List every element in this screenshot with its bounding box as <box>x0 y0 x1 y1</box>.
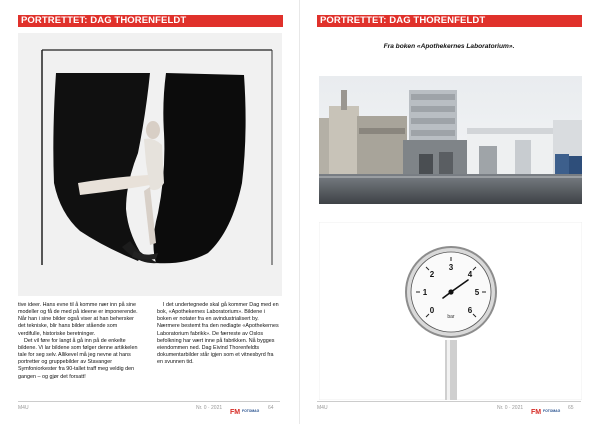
footer-magazine: M4U <box>317 405 328 411</box>
gauge-number: 6 <box>467 306 473 315</box>
gauge-number: 3 <box>448 263 454 272</box>
body-text-column-1 <box>18 302 140 381</box>
photo-caption: Fra boken «Apothekernes Laboratorium». <box>383 43 515 50</box>
section-banner: PORTRETTET: DAG THORENFELDT <box>18 15 283 27</box>
svg-text:FM: FM <box>531 409 542 416</box>
page-number: 65 <box>568 405 574 411</box>
pressure-gauge-photo <box>319 222 582 400</box>
svg-text:FM: FM <box>230 409 241 416</box>
gauge-number: 5 <box>474 288 480 297</box>
logo-text: FOTOMAG <box>242 409 260 413</box>
footer-magazine: M4U <box>18 405 29 411</box>
gauge-unit: bar <box>447 314 455 320</box>
portrait-photo-curtain <box>18 33 282 296</box>
gauge-number: 0 <box>429 306 435 315</box>
footer-issue: Nr. 0 · 2021 <box>196 405 223 411</box>
logo-text: FOTOMAG <box>543 409 561 413</box>
fotomag-logo <box>230 403 260 416</box>
page-number: 64 <box>268 405 274 411</box>
body-text-column-2 <box>157 302 279 366</box>
gauge-number: 1 <box>422 288 428 297</box>
factory-photo <box>319 76 582 204</box>
fotomag-logo <box>531 403 561 416</box>
footer-issue: Nr. 0 · 2021 <box>497 405 524 411</box>
paragraph: I det undertegnede skal gå kommer Dag med en bok, «Apothekernes Laboratorium». Bildene i boken er notater fra en avindustrialisert by. Nærmere bestemt fra den nedlagte «Apothekernes Laboratorium fabrikk». De færreste av Oslos befolkning har vært inne på fabrikken. Nå bygges eiendommen ned. Dag Eivind Thorenfeldts dokumentarbilder står igjen som et vitnesbyrd fra en svunnen tid. <box>157 302 279 366</box>
gauge-number: 2 <box>429 270 435 279</box>
footer-rule <box>18 401 280 402</box>
paragraph: tive ideer. Hans evne til å komme nær inn på sine modeller og få de med på ideene er imponerende. Når han i sine bilder også viser at han behersker det tekniske, blir hans bilder stående som verdifulle, historiske beretninger. <box>18 302 138 337</box>
paragraph: Det vil føre for langt å gå inn på de enkelte bildene. Vi lar bildene som følger denne artikkelen tale for seg selv. Allikevel må jeg nevne at hans portretter og gruppebilder av Stavanger Symfoniorkester fra 90-tallet traff meg veldig den gangen – og gjør det forsatt! <box>18 337 138 380</box>
section-banner: PORTRETTET: DAG THORENFELDT <box>317 15 582 27</box>
footer-rule <box>317 401 581 402</box>
gauge-number: 4 <box>467 270 473 279</box>
